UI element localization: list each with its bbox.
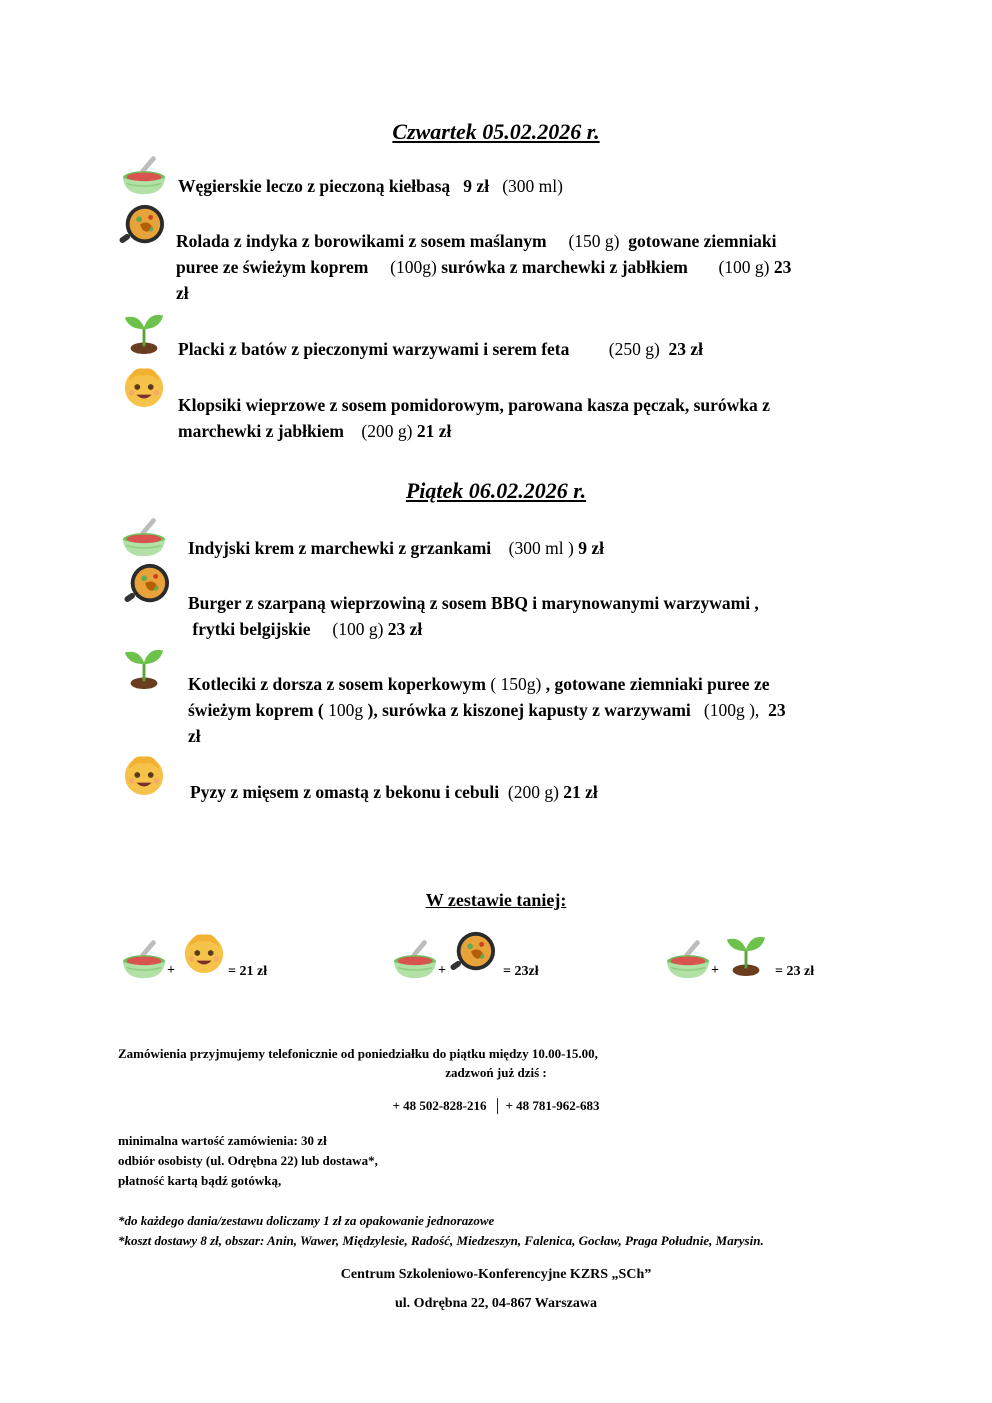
plus-sign: + [167,963,175,978]
thursday-heading: Czwartek 05.02.2026 r. [392,119,600,144]
baby-icon [181,930,227,976]
pan-icon [450,930,496,976]
thursday-item-2: Rolada z indyka z borowikami z sosem maślanym (150 g) gotowane ziemniaki puree ze świeżym koprem (100g) surówka z marchewki z jabłkiem (100 g) 23 zł [176,231,792,303]
soup-icon [121,514,167,560]
combo-price: = 23 zł [775,964,815,979]
delivery-note: *koszt dostawy 8 zł, obszar: Anin, Wawer, Międzylesie, Radość, Miedzeszyn, Falenica, Gocław, Praga Południe, Marysin. [118,1233,764,1248]
phone-numbers [0,1098,992,1114]
seedling-icon [723,930,769,976]
baby-icon [121,364,167,410]
phone-2[interactable]: + 48 781-962-683 [505,1098,600,1113]
phone-separator: │ [493,1098,503,1113]
friday-item-4: Pyzy z mięsem z omastą z bekonu i cebuli (200 g) 21 zł [190,782,598,802]
thursday-item-1: Węgierskie leczo z pieczoną kiełbasą 9 zł (300 ml) [178,176,563,196]
combo-price: = 21 zł [228,964,268,979]
seedling-icon [121,308,167,354]
organization-name: Centrum Szkoleniowo-Konferencyjne KZRS „SCh” [340,1267,652,1282]
combo-price: = 23zł [503,964,539,979]
packaging-note: *do każdego dania/zestawu doliczamy 1 zł za opakowanie jednorazowe [118,1213,495,1228]
friday-item-3: Kotleciki z dorsza z sosem koperkowym ( 150g) , gotowane ziemniaki puree ze świeżym koprem ( 100g ), surówka z kiszonej kapusty z warzywami (100g ), 23 zł [188,674,786,746]
baby-icon [121,752,167,798]
soup-icon [121,152,167,198]
phone-1[interactable]: + 48 502-828-216 [392,1098,487,1113]
min-order: minimalna wartość zamówienia: 30 zł [118,1133,327,1148]
sets-heading: W zestawie taniej: [425,890,567,910]
friday-heading: Piątek 06.02.2026 r. [405,478,587,503]
pickup-info: odbiór osobisty (ul. Odrębna 22) lub dostawa*, [118,1153,378,1168]
payment-info: płatność kartą bądź gotówką, [118,1173,282,1188]
soup-icon [121,936,167,982]
thursday-item-3: Placki z batów z pieczonymi warzywami i serem feta (250 g) 23 zł [178,339,704,359]
pan-icon [124,562,170,608]
plus-sign: + [711,963,719,978]
pan-icon [119,203,165,249]
thursday-item-4: Klopsiki wieprzowe z sosem pomidorowym, parowana kasza pęczak, surówka z marchewki z jabłkiem (200 g) 21 zł [178,395,770,441]
friday-item-2: Burger z szarpaną wieprzowiną z sosem BBQ i marynowanymi warzywami , frytki belgijskie (100 g) 23 zł [188,593,759,639]
orders-info: Zamówienia przyjmujemy telefonicznie od poniedziałku do piątku między 10.00-15.00, [118,1046,598,1061]
soup-icon [665,936,711,982]
organization-address: ul. Odrębna 22, 04-867 Warszawa [395,1296,597,1311]
soup-icon [392,936,438,982]
orders-call: zadzwoń już dziś : [445,1065,547,1080]
friday-item-1: Indyjski krem z marchewki z grzankami (300 ml ) 9 zł [188,538,604,558]
seedling-icon [121,643,167,689]
plus-sign: + [438,963,446,978]
